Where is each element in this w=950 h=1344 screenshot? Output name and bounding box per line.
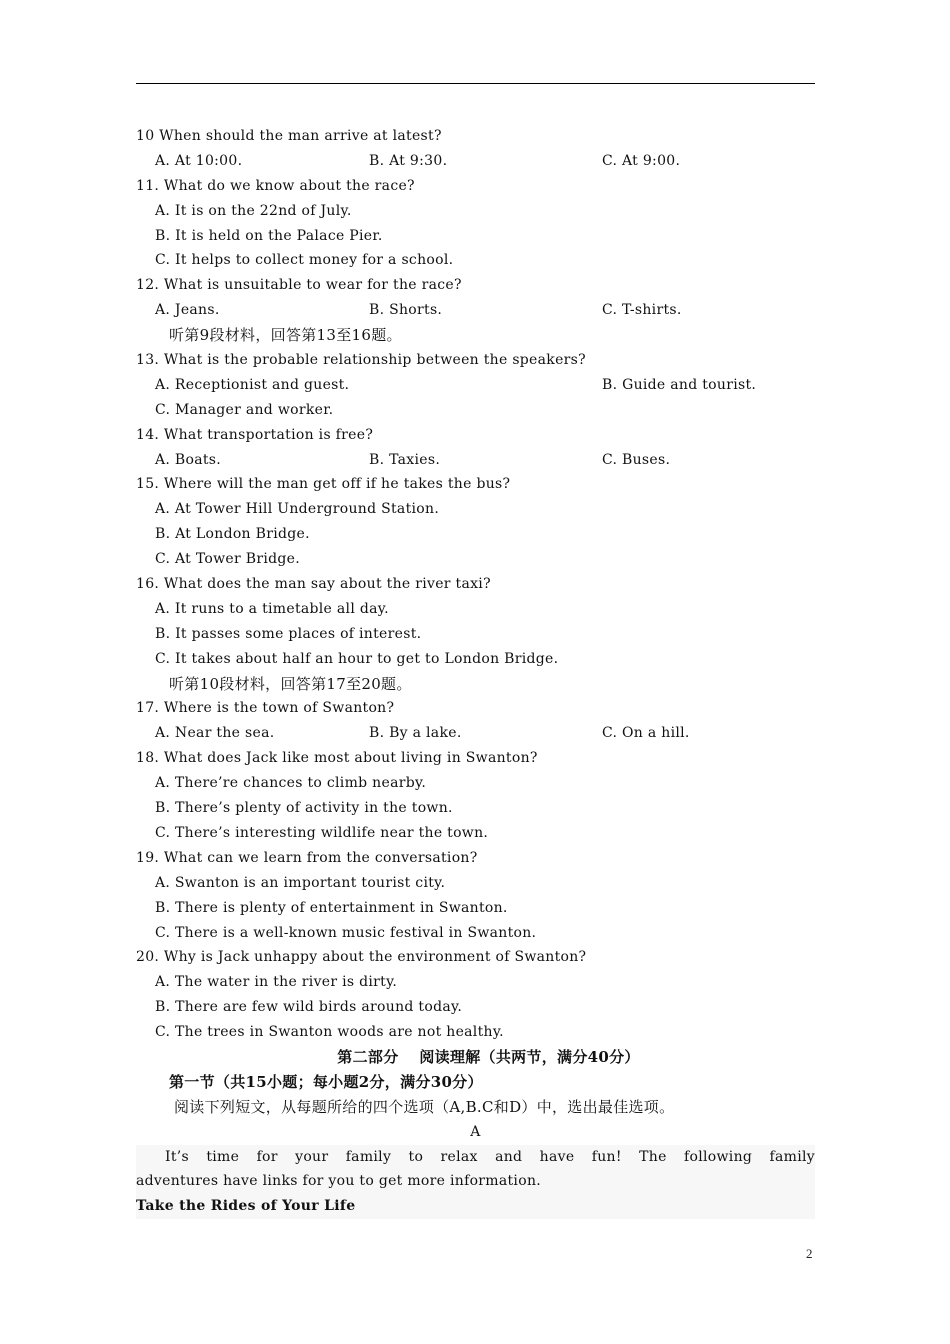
question-stem: 10 When should the man arrive at latest? <box>136 128 442 144</box>
question-stem: 18. What does Jack like most about living in Swanton? <box>136 750 538 767</box>
passage-word: fun! <box>591 1148 622 1165</box>
passage-line: adventures have links for you to get more information. <box>136 1169 815 1194</box>
passage-line <box>136 1145 815 1170</box>
option-b: B. It passes some places of interest. <box>155 625 422 642</box>
option-b: B. At London Bridge. <box>155 526 310 543</box>
option-b: B. Guide and tourist. <box>602 376 757 393</box>
question-stem: 16. What does the man say about the river taxi? <box>136 576 491 593</box>
question-stem: 13. What is the probable relationship between the speakers? <box>136 352 586 369</box>
option-row <box>136 149 815 174</box>
passage-word: family <box>769 1148 815 1165</box>
option-a: A. The water in the river is dirty. <box>155 974 398 991</box>
question-stem: 15. Where will the man get off if he takes the bus? <box>136 476 511 493</box>
passage-word: family <box>345 1148 392 1165</box>
question-stem: 17. Where is the town of Swanton? <box>136 700 395 717</box>
passage-word: time <box>206 1148 240 1165</box>
page-number: 2 <box>806 1246 813 1261</box>
passage-word: have <box>539 1148 575 1165</box>
option-a: A. It runs to a timetable all day. <box>155 600 389 617</box>
option-b: B. Taxies. <box>369 451 441 468</box>
option-c: C. Manager and worker. <box>155 401 334 418</box>
passage-word: for <box>256 1148 278 1165</box>
option-a: A. Near the sea. <box>155 725 275 742</box>
question-stem: 11. What do we know about the race? <box>136 177 415 194</box>
question-stem: 12. What is unsuitable to wear for the race? <box>136 277 462 294</box>
option-row <box>136 448 815 473</box>
section-note: 听第10段材料，回答第17至20题。 <box>169 674 412 693</box>
part-two-title: 第二部分 阅读理解（共两节，满分40分） <box>337 1047 640 1066</box>
passage-word: to <box>408 1148 424 1165</box>
passage-word: your <box>295 1148 329 1165</box>
option-c: C. There is a well-known music festival in Swanton. <box>155 924 537 941</box>
option-row <box>136 373 815 398</box>
option-c: C. It takes about half an hour to get to London Bridge. <box>155 650 559 667</box>
passage-heading: Take the Rides of Your Life <box>136 1194 815 1219</box>
option-a: A. Receptionist and guest. <box>155 376 350 393</box>
page-content <box>136 124 815 1219</box>
option-row <box>136 721 815 746</box>
question-stem: 20. Why is Jack unhappy about the environment of Swanton? <box>136 949 587 966</box>
option-a: A. At 10:00. <box>155 152 243 169</box>
option-row <box>136 298 815 323</box>
question-stem: 19. What can we learn from the conversation? <box>136 849 478 866</box>
option-b: B. There is plenty of entertainment in Swanton. <box>155 899 508 916</box>
option-c: C. T-shirts. <box>602 302 682 319</box>
option-a: A. At Tower Hill Underground Station. <box>155 501 440 518</box>
option-b: B. Shorts. <box>369 302 443 319</box>
option-c: C. It helps to collect money for a school. <box>155 252 454 269</box>
passage-word: The <box>639 1148 667 1165</box>
option-c: C. The trees in Swanton woods are not healthy. <box>155 1024 504 1041</box>
instructions: 阅读下列短文，从每题所给的四个选项（A,B.C和D）中，选出最佳选项。 <box>174 1097 675 1116</box>
question-stem: 14. What transportation is free? <box>136 426 374 443</box>
option-a: A. Boats. <box>155 451 222 468</box>
option-a: A. Jeans. <box>155 302 220 319</box>
option-a: A. It is on the 22nd of July. <box>155 202 352 219</box>
passage-word: and <box>495 1148 523 1165</box>
option-b: B. There’s plenty of activity in the town. <box>155 800 453 817</box>
header-rule <box>136 83 815 84</box>
passage-word: It’s <box>165 1148 189 1165</box>
passage-label: A <box>470 1123 481 1140</box>
option-b: B. There are few wild birds around today. <box>155 999 463 1016</box>
passage-word: following <box>684 1148 753 1165</box>
option-b: B. By a lake. <box>369 725 462 742</box>
passage-word: relax <box>440 1148 478 1165</box>
section-note: 听第9段材料，回答第13至16题。 <box>169 326 402 345</box>
option-b: B. At 9:30. <box>369 152 448 169</box>
option-c: C. Buses. <box>602 451 671 468</box>
option-a: A. There’re chances to climb nearby. <box>155 775 427 792</box>
section-one-title: 第一节（共15小题；每小题2分，满分30分） <box>169 1072 483 1091</box>
option-c: C. There’s interesting wildlife near the town. <box>155 824 489 841</box>
option-c: C. At 9:00. <box>602 152 681 169</box>
option-c: C. At Tower Bridge. <box>155 551 300 568</box>
option-a: A. Swanton is an important tourist city. <box>155 874 446 891</box>
option-c: C. On a hill. <box>602 725 690 742</box>
option-b: B. It is held on the Palace Pier. <box>155 227 383 244</box>
